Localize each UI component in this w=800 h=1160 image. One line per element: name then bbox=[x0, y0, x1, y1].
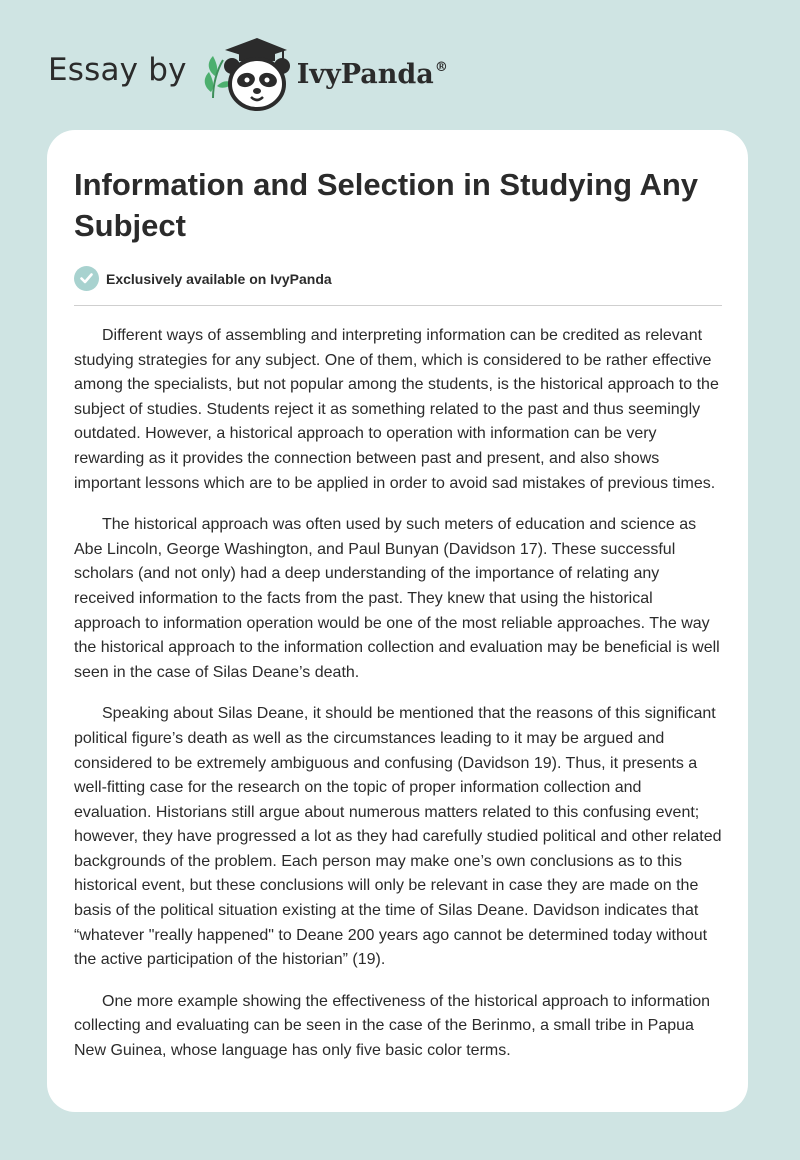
brand-name-text: IvyPanda bbox=[296, 58, 434, 90]
essay-paragraph: Different ways of assembling and interpreting information can be credited as relevant studying strategies for any subject. One of them, which is considered to be rather effective among the specialists, but not popular among the students, is the historical approach to the subject of studies. Students reject it as something related to the past and thus seemingly outdated. However, a historical approach to operation with information can be very rewarding as it provides the connection between past and present, and also shows important lessons which are to be applied in order to avoid sad mistakes of previous times. bbox=[74, 327, 719, 492]
essay-paragraph: One more example showing the effectiveness of the historical approach to information collecting and evaluating can be seen in the case of the Berinmo, a small tribe in Papua New Guinea, whose language has only five basic color terms. bbox=[74, 992, 711, 1060]
brand-prefix: Essay by bbox=[48, 52, 187, 88]
check-icon bbox=[74, 266, 99, 291]
brand-registered-mark: ® bbox=[434, 59, 448, 75]
badge-label: Exclusively available on IvyPanda bbox=[106, 270, 332, 287]
brand-name[interactable] bbox=[297, 59, 448, 90]
essay-paragraph: Speaking about Silas Deane, it should be mentioned that the reasons of this significant political figure’s death as well as the circumstances leading to it may be argued and considered to be extremely ambiguous and confusing (Davidson 19). Thus, it presents a well-fitting case for the research on the topic of proper information collection and evaluation. Historians still argue about numerous matters related to this confusing event; however, they have progressed a lot as they had carefully studied political and other related backgrounds of the problem. Each person may make one’s own conclusions as to this historical event, but these conclusions will only be relevant in case they are made on the basis of the political situation existing at the time of Silas Deane. Davidson indicates that “whatever "really happened" to Deane 200 years ago cannot be determined today without the active participation of the historian” (19). bbox=[74, 705, 722, 969]
divider bbox=[74, 305, 722, 306]
page-title: Information and Selection in Studying Any Subject bbox=[74, 167, 699, 243]
site-header bbox=[48, 34, 448, 114]
essay-paragraph: The historical approach was often used by such meters of education and science as Abe Lincoln, George Washington, and Paul Bunyan (Davidson 17). These successful scholars (and not only) had a deep understanding of the importance of relating any received information to the facts from the past. They knew that using the historical approach to information operation would be one of the most reliable approaches. The way the historical approach to the information collection and evaluation may be beneficial is well seen in the case of Silas Deane’s death. bbox=[74, 516, 720, 681]
exclusive-badge bbox=[74, 266, 722, 291]
essay-card bbox=[47, 130, 748, 1112]
panda-logo-icon[interactable] bbox=[201, 34, 293, 114]
